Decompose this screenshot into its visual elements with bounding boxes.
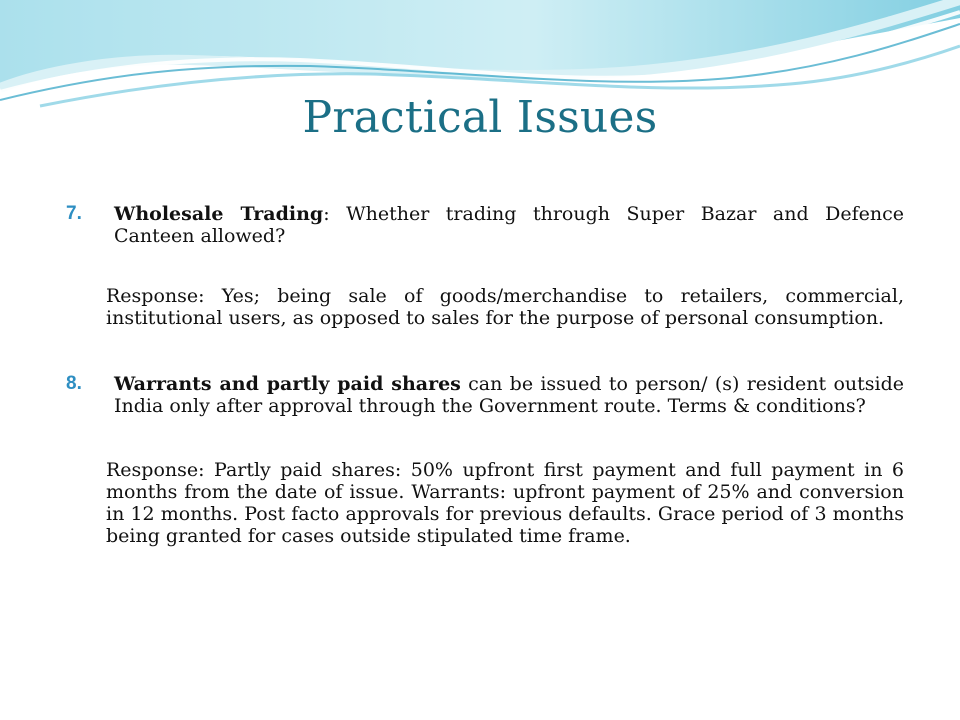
item-number: 8.	[66, 373, 82, 394]
issue-heading: Wholesale Trading	[114, 203, 324, 225]
spacer	[66, 247, 904, 285]
spacer	[66, 329, 904, 373]
issue-text	[114, 203, 904, 247]
issue-item-8	[66, 373, 904, 417]
spacer	[66, 417, 904, 459]
issue-text	[114, 373, 904, 417]
issue-description: can be issued to person/ (s) resident outside India only after approval through the Government route. Terms & conditions?	[114, 373, 904, 417]
slide-title: Practical Issues	[302, 92, 658, 143]
issue-heading-colon: :	[323, 203, 330, 225]
slide-content	[66, 203, 904, 547]
issue-item-7	[66, 203, 904, 247]
issue-heading: Warrants and partly paid shares	[114, 373, 461, 395]
response-paragraph: Response: Yes; being sale of goods/merchandise to retailers, commercial, institutional users, as opposed to sales for the purpose of personal consumption.	[106, 285, 904, 329]
item-number: 7.	[66, 203, 82, 224]
response-paragraph: Response: Partly paid shares: 50% upfront first payment and full payment in 6 months from the date of issue. Warrants: upfront payment of 25% and conversion in 12 months. Post facto approvals for previous defaults. Grace period of 3 months being granted for cases outside stipulated time frame.	[106, 459, 904, 547]
issue-description: Whether trading through Super Bazar and Defence Canteen allowed?	[114, 203, 904, 247]
